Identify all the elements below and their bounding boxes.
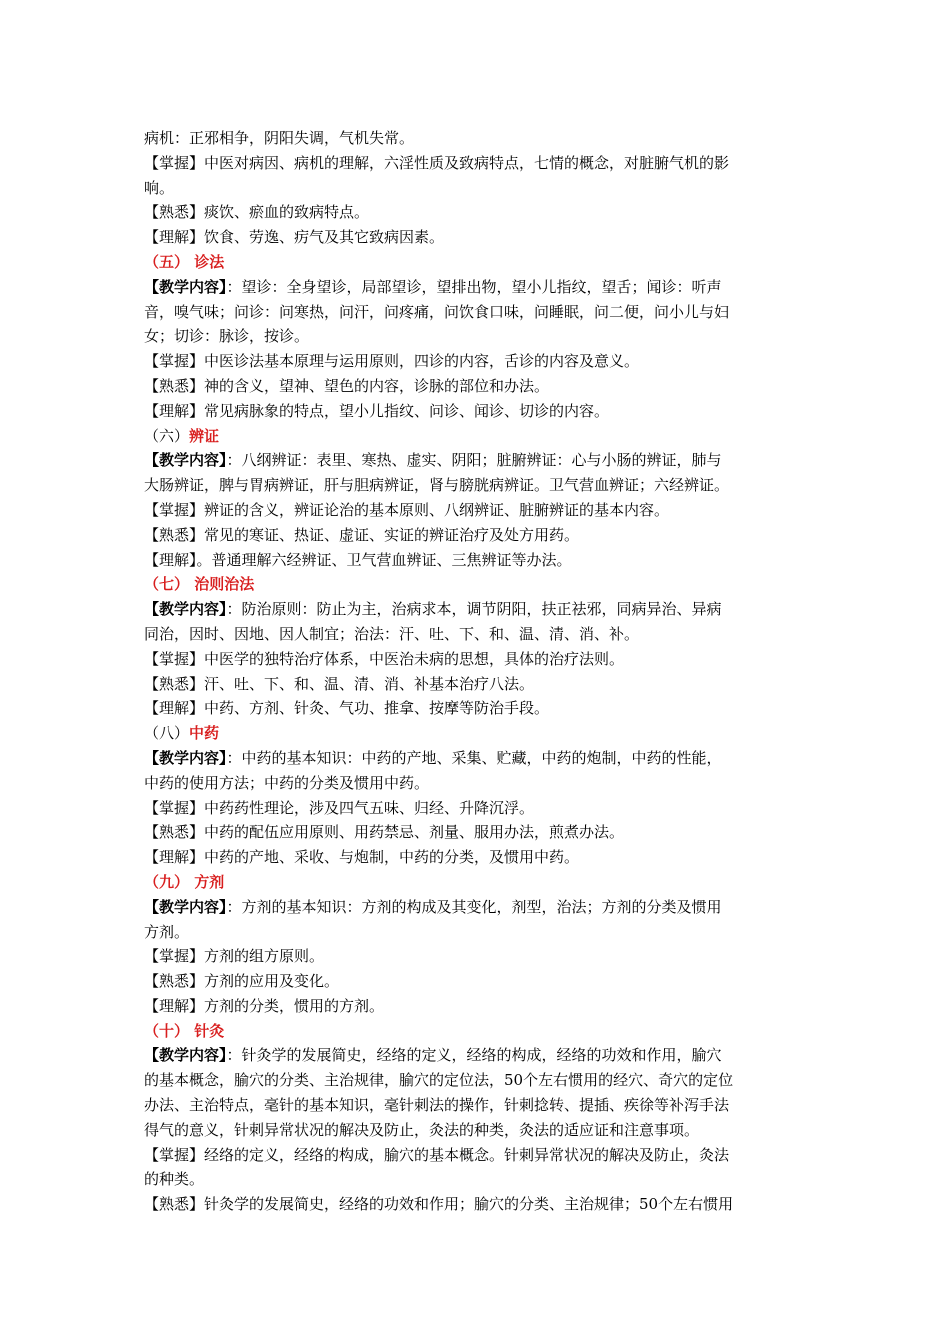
line-label: 【理解】 xyxy=(144,699,205,718)
text-line xyxy=(144,1167,808,1192)
text-line xyxy=(144,771,808,796)
text-line xyxy=(144,994,808,1019)
text-line xyxy=(144,448,808,473)
text-line xyxy=(144,548,808,573)
text-line xyxy=(144,845,808,870)
line-label: 【掌握】 xyxy=(144,153,205,172)
line-text: 方剂。 xyxy=(144,922,190,941)
text-line xyxy=(144,1068,808,1093)
line-text: 中药药性理论，涉及四气五味、归经、升降沉浮。 xyxy=(204,798,535,817)
line-label: 【理解】 xyxy=(144,401,205,420)
text-line xyxy=(144,1043,808,1068)
line-text: ：防治原则：防止为主，治病求本，调节阴阳，扶正祛邪，同病异治、异病 xyxy=(226,600,722,619)
text-line xyxy=(144,1192,808,1217)
line-label: 【理解】 xyxy=(144,848,205,867)
line-text: 音，嗅气味；问诊：问寒热，问汗，问疼痛，问饮食口味，问睡眠，问二便，问小儿与妇 xyxy=(144,302,730,321)
section-heading xyxy=(144,721,808,746)
section-heading xyxy=(144,1019,808,1044)
section-title: 治则治法 xyxy=(194,575,255,594)
line-label: 【理解】 xyxy=(144,550,197,569)
line-text: ：方剂的基本知识：方剂的构成及其变化，剂型，治法；方剂的分类及惯用 xyxy=(226,897,722,916)
line-label: 【熟悉】 xyxy=(144,674,205,693)
line-text: ：望诊：全身望诊，局部望诊，望排出物，望小儿指纹，望舌；闻诊：听声 xyxy=(226,277,722,296)
section-title: 针灸 xyxy=(194,1021,225,1040)
text-line xyxy=(144,920,808,945)
section-number: （七） xyxy=(144,575,190,594)
line-label: 【教学内容】 xyxy=(144,451,227,470)
text-line xyxy=(144,820,808,845)
text-line xyxy=(144,275,808,300)
text-line xyxy=(144,473,808,498)
line-text: 的种类。 xyxy=(144,1170,205,1189)
text-line xyxy=(144,374,808,399)
line-text: 中药的使用方法；中药的分类及惯用中药。 xyxy=(144,773,430,792)
line-text: 方剂的组方原则。 xyxy=(204,947,325,966)
section-title: 中药 xyxy=(189,724,220,743)
text-line xyxy=(144,126,808,151)
line-text: 得气的意义，针刺异常状况的解决及防止，灸法的种类，灸法的适应证和注意事项。 xyxy=(144,1120,700,1139)
line-label: 【理解】 xyxy=(144,228,205,247)
text-line xyxy=(144,622,808,647)
section-title: 诊法 xyxy=(194,252,225,271)
text-line xyxy=(144,796,808,821)
line-label: 【掌握】 xyxy=(144,947,205,966)
section-number: （九） xyxy=(144,872,190,891)
line-label: 【掌握】 xyxy=(144,352,205,371)
line-text: 辨证的含义，辨证论治的基本原则、八纲辨证、脏腑辨证的基本内容。 xyxy=(204,500,670,519)
section-title: 辨证 xyxy=(189,426,220,445)
section-heading xyxy=(144,250,808,275)
line-text: ：八纲辨证：表里、寒热、虚实、阴阳；脏腑辨证：心与小肠的辨证，肺与 xyxy=(226,451,722,470)
line-text: 痰饮、瘀血的致病特点。 xyxy=(204,203,370,222)
line-text: 中药的产地、采收、与炮制，中药的分类，及惯用中药。 xyxy=(204,848,580,867)
section-title: 方剂 xyxy=(194,872,225,891)
line-label: 【熟悉】 xyxy=(144,823,205,842)
section-heading xyxy=(144,424,808,449)
line-text: 常见病脉象的特点，望小儿指纹、问诊、闻诊、切诊的内容。 xyxy=(204,401,610,420)
line-text: 同治，因时、因地、因人制宜；治法：汗、吐、下、和、温、清、消、补。 xyxy=(144,624,640,643)
line-label: 【教学内容】 xyxy=(144,748,227,767)
text-line xyxy=(144,300,808,325)
section-heading xyxy=(144,572,808,597)
line-text: 方剂的应用及变化。 xyxy=(204,972,340,991)
section-number: （五） xyxy=(144,252,190,271)
document-page xyxy=(144,126,808,1217)
text-line xyxy=(144,969,808,994)
text-line xyxy=(144,672,808,697)
text-line xyxy=(144,1143,808,1168)
text-line xyxy=(144,200,808,225)
line-text: 大肠辨证，脾与胃病辨证，肝与胆病辨证，肾与膀胱病辨证。卫气营血辨证；六经辨证。 xyxy=(144,476,730,495)
section-number: （八） xyxy=(144,724,190,743)
text-line xyxy=(144,349,808,374)
text-line xyxy=(144,523,808,548)
line-label: 【教学内容】 xyxy=(144,600,227,619)
section-number: （六） xyxy=(144,426,190,445)
section-number: （十） xyxy=(144,1021,190,1040)
line-text: 针灸学的发展简史，经络的功效和作用；腧穴的分类、主治规律；50个左右惯用 xyxy=(204,1195,734,1214)
line-text: 汗、吐、下、和、温、清、消、补基本治疗八法。 xyxy=(204,674,535,693)
line-label: 【掌握】 xyxy=(144,798,205,817)
line-text: 方剂的分类，惯用的方剂。 xyxy=(204,996,385,1015)
text-line xyxy=(144,746,808,771)
line-text: 中医对病因、病机的理解，六淫性质及致病特点，七情的概念，对脏腑气机的影 xyxy=(204,153,730,172)
line-text: 中医诊法基本原理与运用原则，四诊的内容，舌诊的内容及意义。 xyxy=(204,352,640,371)
line-text: ：中药的基本知识：中药的产地、采集、贮藏，中药的炮制，中药的性能， xyxy=(226,748,722,767)
line-label: 【掌握】 xyxy=(144,1145,205,1164)
text-line xyxy=(144,944,808,969)
section-heading xyxy=(144,870,808,895)
line-label: 【熟悉】 xyxy=(144,1195,205,1214)
line-label: 【熟悉】 xyxy=(144,525,205,544)
line-label: 【掌握】 xyxy=(144,500,205,519)
text-line xyxy=(144,324,808,349)
line-text: 神的含义，望神、望色的内容，诊脉的部位和办法。 xyxy=(204,376,550,395)
line-label: 【教学内容】 xyxy=(144,1046,227,1065)
text-line xyxy=(144,151,808,176)
line-text: 中药的配伍应用原则、用药禁忌、剂量、服用办法，煎煮办法。 xyxy=(204,823,625,842)
text-line xyxy=(144,498,808,523)
line-text: 中医学的独特治疗体系，中医治未病的思想，具体的治疗法则。 xyxy=(204,649,625,668)
line-text: 女；切诊：脉诊，按诊。 xyxy=(144,327,310,346)
text-line xyxy=(144,647,808,672)
text-line xyxy=(144,399,808,424)
line-text: 饮食、劳逸、疠气及其它致病因素。 xyxy=(204,228,445,247)
line-text: 中药、方剂、针灸、气功、推拿、按摩等防治手段。 xyxy=(204,699,550,718)
text-line xyxy=(144,597,808,622)
text-line xyxy=(144,1093,808,1118)
text-line xyxy=(144,1118,808,1143)
line-label: 【教学内容】 xyxy=(144,897,227,916)
line-label: 【教学内容】 xyxy=(144,277,227,296)
text-line xyxy=(144,225,808,250)
text-line xyxy=(144,176,808,201)
text-line xyxy=(144,895,808,920)
line-text: 办法、主治特点，毫针的基本知识，毫针刺法的操作，针刺捻转、提插、疾徐等补泻手法 xyxy=(144,1096,730,1115)
line-text: 经络的定义，经络的构成，腧穴的基本概念。针刺异常状况的解决及防止，灸法 xyxy=(204,1145,730,1164)
line-label: 【掌握】 xyxy=(144,649,205,668)
line-text: 。普通理解六经辨证、卫气营血辨证、三焦辨证等办法。 xyxy=(196,550,572,569)
line-label: 【熟悉】 xyxy=(144,972,205,991)
line-label: 【熟悉】 xyxy=(144,376,205,395)
line-text: 常见的寒证、热证、虚证、实证的辨证治疗及处方用药。 xyxy=(204,525,580,544)
line-label: 【理解】 xyxy=(144,996,205,1015)
line-text: 响。 xyxy=(144,178,175,197)
line-text: ：针灸学的发展简史，经络的定义，经络的构成，经络的功效和作用，腧穴 xyxy=(226,1046,722,1065)
text-line xyxy=(144,696,808,721)
line-label: 【熟悉】 xyxy=(144,203,205,222)
line-text: 病机：正邪相争，阴阳失调，气机失常。 xyxy=(144,129,415,147)
line-text: 的基本概念，腧穴的分类、主治规律，腧穴的定位法，50个左右惯用的经穴、奇穴的定位 xyxy=(144,1071,734,1090)
